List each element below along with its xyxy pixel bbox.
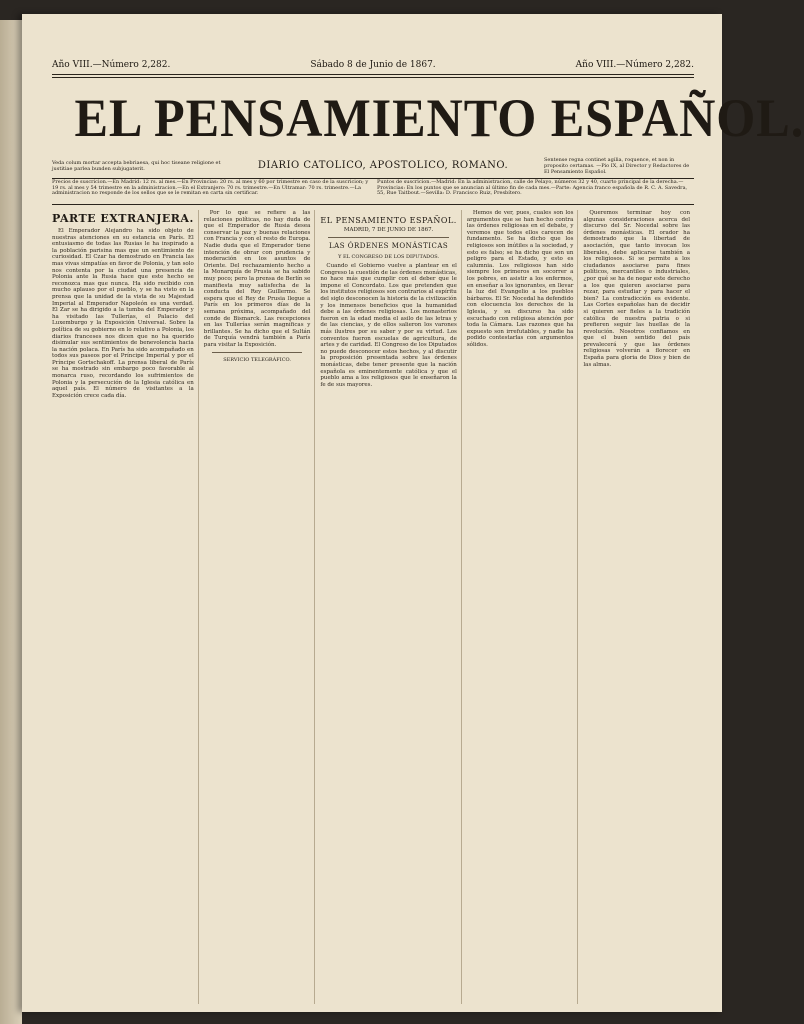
motto-right: Sentense regna continet agilia, roquence, et non in proposito certamas. —Pio IX, al Director y Redactores de El Pensamiento Español. [544,157,690,175]
motto-left: Veda colum mortar accepta bebriaesa, qui hoc tiseane religione et justitiae parlea bunden subjugaterit. [52,160,221,172]
column-5-text: Queremos terminar hoy con algunas consideraciones acerca del discurso del Sr. Nocedal sobre las órdenes monásticas. El orador ha demostrado que la libertad de asociación, que tanto invocan los liberales, debe aplicarse también a los religiosos. Si se permite a los ciudadanos asociarse para fines políticos, mercantiles o industriales, ¿por qué se ha de negar este derecho a los que quieren asociarse para rezar, para estudiar y para hacer el bien? La contradicción es evidente. Las Cortes españolas han de decidir si quieren ser fieles a la tradición católica de nuestra patria o si prefieren seguir las huellas de la revolución. Nosotros confiamos en que el buen sentido del país prevalecerá y que las órdenes religiosas volverán a florecer en España para gloria de Dios y bien de las almas. [583,210,690,368]
section-parte-extranjera: PARTE EXTRANJERA. [52,212,194,225]
column-1 [52,210,199,1004]
column-3 [320,210,461,1004]
columns [52,210,694,1004]
section-servicio: SERVICIO TELEGRÁFICO. [223,357,291,364]
issue-left: Año VIII.—Número 2,282. [52,60,171,70]
issue-date: Sábado 8 de Junio de 1867. [310,60,436,70]
column-1-text: El Emperador Alejandro ha sido objeto de nuestras atenciones en su estancia en París. El entusiasmo de todas las Rusias le ha inspirado a la población parisina mas que un sentimiento de curiosidad. El Czar ha demostrado en Francia las mas vivas simpatías en favor de Polonia, y tan solo nos contenta por la ciudad una presencia de Polonia ante la Rusia hace que este hecho se reconozca mas que nunca. Ha sido recibido con mucho aplauso por el pueblo, y se ha visto en la prensa que la unidad de la vista de su Majestad Imperial al Emperador Napoleón es una verdad. El Zar se ha dirigido a la tumba del Emperador y ha visitado las Tullerías, el Palacio del Luxemburgo y la Exposición Universal. Sobre la política de su gobierno en lo relativo a Polonia, los diarios franceses nos dicen que no ha querido disimular sus sentimientos de benevolencia hacia la nación polaca. En París ha sido acompañado en todos sus paseos por el Príncipe Imperial y por el Príncipe Gortschakoff. La prensa liberal de París se ha mostrado sin embargo poco favorable al monarca ruso, recordando los sufrimientos de Polonia y la persecución de la Iglesia católica en aquel país. El número de visitantes a la Exposición crece cada día. [52,228,194,399]
column-4 [467,210,579,1004]
rule-top-2 [52,77,694,78]
heading-ordenes: LAS ÓRDENES MONÁSTICAS [328,242,449,250]
subtitle-row [52,154,694,178]
column-3-text: Cuando el Gobierno vuelve a plantear en el Congreso la cuestión de las órdenes monásticas, no hace más que cumplir con el deber que le impone el Concordato. Los que pretenden que los institutos religiosos son contrarios al espíritu del siglo desconocen la historia de la civilización y los inmensos beneficios que la humanidad debe a las órdenes religiosas. Los monasterios fueron en la edad media el asilo de las letras y de las ciencias, y de ellos salieron los varones más ilustres por su saber y por su virtud. Los conventos fueron escuelas de agricultura, de artes y de caridad. El Congreso de los Diputados no puede desconocer estos hechos, y al discutir la proposición presentada sobre las órdenes monásticas, debe tener presente que la nación española es eminentemente católica y que el pueblo ama a los religiosos que le enseñaron la fe de sus mayores. [320,263,457,388]
rule-bottom [52,204,694,205]
paper-name: EL PENSAMIENTO ESPAÑOL. [320,216,457,225]
points-info: Puntos de suscricion.—Madrid: En la administracion, calle de Pelayo, números 32 y 40, cuarto principal de la derecha.—Provincias: En los puntos que se anuncian al último fin de cada mes.—Parte: Agencia franco española de R. C. A. Savedra, 55, Rue Taitbout.—Sevilla: D. Francisco Ruiz, Presbítero. [377,179,688,196]
column-4-text: Hemos de ver, pues, cuales son los argumentos que se han hecho contra las órdenes religiosas en el debate, y veremos que todos ellos carecen de fundamento. Se ha dicho que los religiosos son inútiles a la sociedad, y esto es falso; se ha dicho que son un peligro para el Estado, y esto es calumnia. Los religiosos han sido siempre los primeros en socorrer a los pobres, en asistir a los enfermos, en enseñar a los ignorantes, en llevar la luz del Evangelio a los pueblos bárbaros. El Sr. Nocedal ha defendido con elocuencia los derechos de la Iglesia, y su discurso ha sido escuchado con religiosa atención por toda la Cámara. Las razones que ha expuesto son irrefutables, y nadie ha podido contestarlas con argumentos sólidos. [466,210,574,348]
masthead-title: EL PENSAMIENTO ESPAÑOL. [74,88,804,148]
column-2 [204,210,316,1004]
separator [328,237,448,238]
top-line [52,60,694,70]
heading-ordenes-sub: Y EL CONGRESO DE LOS DIPUTADOS. [338,254,440,260]
dateline: MADRID, 7 DE JUNIO DE 1867. [343,227,434,233]
separator [212,352,303,353]
rule-top [52,74,694,75]
newspaper-page [22,14,804,1012]
subscription-info [52,180,694,202]
prices-info: Precios de suscricion.—En Madrid: 12 rs. al mes.—En Provincias: 20 rs. al mes y 60 por trimestre en caso de la suscricion; y 19 rs. al mes y 54 trimestre en la administracion.—En el Extranjero: 70 rs. trimestre.—En Ultramar: 70 rs. trimestre.—La administracion no responde de los sellos que se le remitan en carta sin certificar. [52,179,369,196]
column-2-text: Por lo que se refiere a las relaciones políticas, no hay duda de que el Emperador de Rusia desea conservar la paz y buenas relaciones con Francia y con el resto de Europa. Nadie duda que el Emperador tiene intención de obrar con prudencia y moderación en los asuntos de Oriente. Del rechazamiento hecho a la Monarquía de Prusia se ha sabido muy poco; pero la prensa de Berlín se manifiesta muy satisfecha de la conducta del Rey Guillermo. Se espera que el Rey de Prusia llegue a París en los primeros días de la semana próxima, acompañado del conde de Bismarck. Las recepciones en las Tullerías serán magníficas y brillantes. Se ha dicho que el Sultán de Turquía vendrá también a París para visitar la Exposición. [203,210,311,348]
adjacent-page-edge [0,20,22,1024]
column-5 [583,210,694,1004]
subtitle: DIARIO CATOLICO, APOSTOLICO, ROMANO. [257,160,509,171]
issue-right: Año VIII.—Número 2,282. [575,60,694,70]
